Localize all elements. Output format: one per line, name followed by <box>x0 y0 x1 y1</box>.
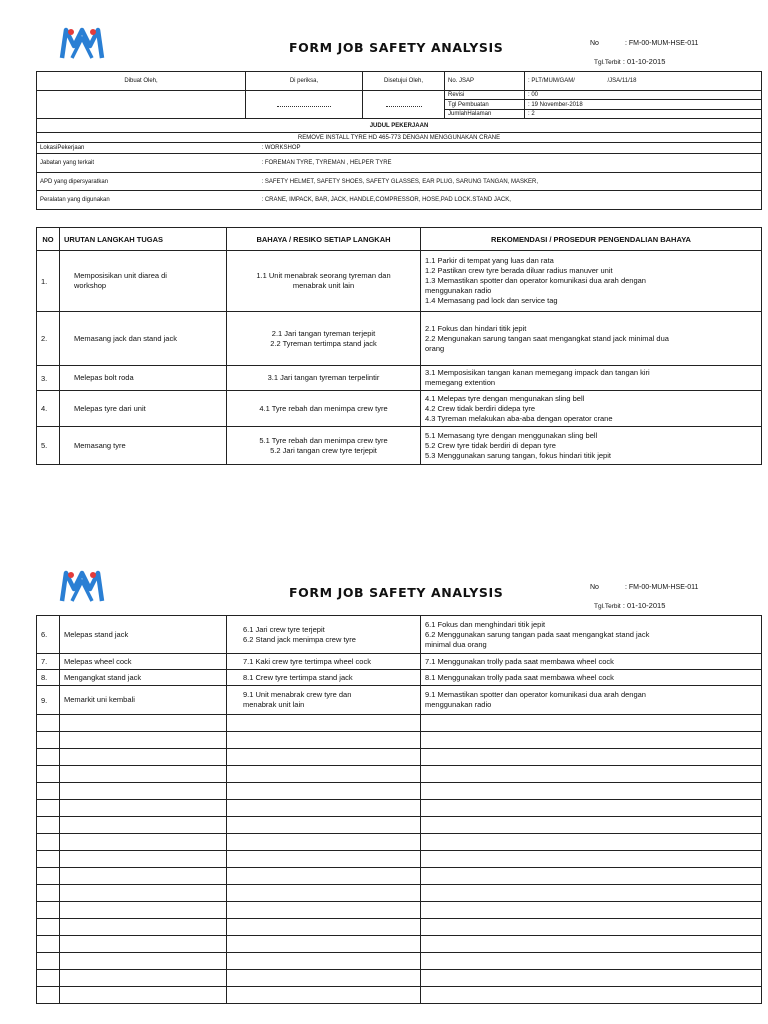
jsa-step-row <box>37 312 762 366</box>
step-description-line: Memarkit uni kembali <box>64 695 135 704</box>
empty-cell <box>227 732 421 749</box>
empty-cell <box>60 749 227 766</box>
empty-row <box>37 919 762 936</box>
empty-cell <box>227 936 421 953</box>
equipment-value: : CRANE, IMPACK, BAR, JACK, HANDLE,COMPRESSOR, HOSE,PAD LOCK.STAND JACK, <box>363 191 762 210</box>
empty-cell <box>60 885 227 902</box>
step-hazard <box>227 366 421 391</box>
empty-cell <box>227 868 421 885</box>
step-recommendation-line: 7.1 Menggunakan trolly pada saat membawa wheel cock <box>425 656 614 666</box>
empty-cell <box>227 834 421 851</box>
job-title-label: JUDUL PEKERJAAN <box>37 119 762 133</box>
step-hazard-line: 9.1 Unit menabrak crew tyre dan <box>243 690 352 699</box>
created-date-label: Tgl Pembuatan <box>445 100 525 110</box>
empty-cell <box>227 919 421 936</box>
step-number: 2. <box>37 312 60 366</box>
step-hazard-line: 5.2 Jari tangan crew tyre terjepit <box>270 445 377 455</box>
jsa-step-row <box>37 391 762 427</box>
empty-cell <box>421 715 762 732</box>
form-number-label: No <box>590 584 599 591</box>
empty-cell <box>227 851 421 868</box>
step-recommendation-line: orang <box>425 343 445 353</box>
step-description-line: Memposisikan unit diarea di <box>74 271 167 280</box>
step-number: 4. <box>37 391 60 427</box>
ppe-value: : SAFETY HELMET, SAFETY SHOES, SAFETY GLASSES, EAR PLUG, SARUNG TANGAN, MASKER, <box>363 173 762 191</box>
empty-cell <box>37 868 60 885</box>
empty-cell <box>37 851 60 868</box>
empty-row <box>37 749 762 766</box>
step-description-line: Mengangkat stand jack <box>64 672 142 682</box>
jsap-value: : PLT/MUM/GAM/ <box>525 72 605 91</box>
equipment-label: Peralatan yang digunakan <box>37 191 363 210</box>
step-description <box>60 366 227 391</box>
form-number-value: : FM-00-MUM-HSE-011 <box>625 40 699 47</box>
step-recommendation <box>421 654 762 670</box>
step-recommendation-line: 4.1 Melepas tyre dengan mengunakan sling bell <box>425 393 585 403</box>
empty-cell <box>37 715 60 732</box>
empty-cell <box>60 800 227 817</box>
page-count-value: : 2 <box>525 110 762 119</box>
location-label: LokasiPekerjaan <box>37 143 363 154</box>
step-recommendation-line: 5.1 Memasang tyre dengan menggunakan sling bell <box>425 430 598 440</box>
step-hazard <box>227 427 421 465</box>
step-hazard <box>227 616 421 654</box>
empty-cell <box>227 817 421 834</box>
empty-cell <box>421 732 762 749</box>
step-number: 6. <box>37 616 60 654</box>
step-description-line: workshop <box>74 281 107 290</box>
form-number-value: : FM-00-MUM-HSE-011 <box>625 584 699 591</box>
step-hazard-line: 6.2 Stand jack menimpa crew tyre <box>243 634 356 644</box>
empty-cell <box>37 834 60 851</box>
col-recommendation-header: REKOMENDASI / PROSEDUR PENGENDALIAN BAHAYA <box>421 228 762 251</box>
checked-by-signature <box>246 91 363 119</box>
issue-date-value: : 01-10-2015 <box>622 57 666 66</box>
issue-date <box>594 57 665 66</box>
empty-row <box>37 970 762 987</box>
step-recommendation <box>421 427 762 465</box>
empty-cell <box>227 766 421 783</box>
empty-row <box>37 732 762 749</box>
issue-date-label: Tgl.Terbit <box>594 603 621 610</box>
step-recommendation-line: memegang extention <box>425 378 496 387</box>
issue-date-label: Tgl.Terbit <box>594 59 621 66</box>
empty-cell <box>37 783 60 800</box>
jsa-step-row <box>37 251 762 312</box>
step-description <box>60 251 227 312</box>
jsa-step-row <box>37 670 762 686</box>
step-number: 7. <box>37 654 60 670</box>
step-description-line: Melepas bolt roda <box>74 373 134 382</box>
step-recommendation <box>421 686 762 715</box>
step-recommendation-line: 1.2 Pastikan crew tyre berada diluar radius manuver unit <box>425 266 613 275</box>
col-no-header: NO <box>37 228 60 251</box>
step-recommendation-line: 1.3 Memastikan spotter dan operator komunikasi dua arah dengan <box>425 276 646 285</box>
empty-cell <box>60 766 227 783</box>
empty-cell <box>421 783 762 800</box>
step-recommendation-line: menggunakan radio <box>425 700 492 709</box>
step-description <box>60 312 227 366</box>
form-number-label: No <box>590 40 599 47</box>
empty-cell <box>227 800 421 817</box>
empty-cell <box>421 987 762 1004</box>
empty-row <box>37 953 762 970</box>
empty-cell <box>421 953 762 970</box>
step-hazard-line: 2.2 Tyreman tertimpa stand jack <box>270 338 377 348</box>
empty-row <box>37 817 762 834</box>
empty-cell <box>60 970 227 987</box>
empty-cell <box>60 919 227 936</box>
empty-row <box>37 800 762 817</box>
step-recommendation-line: 1.4 Memasang pad lock dan service tag <box>425 296 558 305</box>
empty-cell <box>421 817 762 834</box>
prepared-by-signature <box>37 91 246 119</box>
step-hazard <box>227 654 421 670</box>
job-title-value: REMOVE INSTALL TYRE HD 465-773 DENGAN MENGGUNAKAN CRANE <box>37 133 762 143</box>
empty-cell <box>37 732 60 749</box>
empty-cell <box>421 936 762 953</box>
empty-cell <box>227 715 421 732</box>
empty-row <box>37 715 762 732</box>
empty-cell <box>227 885 421 902</box>
step-recommendation-line: 6.2 Menggunakan sarung tangan pada saat mengangkat stand jack <box>425 629 650 639</box>
step-recommendation <box>421 251 762 312</box>
step-recommendation-line: 4.2 Crew tidak berdiri didepa tyre <box>425 403 536 413</box>
page-title-page2: FORM JOB SAFETY ANALYSIS <box>289 585 504 600</box>
step-description-line: Memasang tyre <box>74 440 126 450</box>
empty-row <box>37 868 762 885</box>
step-hazard-line: 7.1 Kaki crew tyre tertimpa wheel cock <box>243 656 371 666</box>
step-number: 1. <box>37 251 60 312</box>
empty-cell <box>60 953 227 970</box>
col-hazard-header: BAHAYA / RESIKO SETIAP LANGKAH <box>227 228 421 251</box>
empty-cell <box>37 987 60 1004</box>
step-description <box>60 427 227 465</box>
step-hazard-line: 4.1 Tyre rebah dan menimpa crew tyre <box>259 403 388 413</box>
step-hazard <box>227 391 421 427</box>
empty-cell <box>37 953 60 970</box>
empty-row <box>37 766 762 783</box>
step-hazard-line: 3.1 Jari tangan tyreman terpelintir <box>267 373 380 382</box>
col-step-header: URUTAN LANGKAH TUGAS <box>60 228 227 251</box>
step-recommendation-line: 5.3 Menggunakan sarung tangan, fokus hindari titik jepit <box>425 450 611 460</box>
related-positions-value: : FOREMAN TYRE, TYREMAN , HELPER TYRE <box>363 154 762 173</box>
empty-row <box>37 885 762 902</box>
empty-cell <box>421 800 762 817</box>
related-positions-label: Jabatan yang terkait <box>37 154 363 173</box>
empty-cell <box>60 834 227 851</box>
empty-cell <box>37 749 60 766</box>
jsa-step-row <box>37 427 762 465</box>
step-recommendation-line: 5.2 Crew tyre tidak berdiri di depan tyre <box>425 440 556 450</box>
step-recommendation <box>421 312 762 366</box>
step-hazard-line: menabrak unit lain <box>243 700 305 709</box>
step-description-line: Melepas tyre dari unit <box>74 403 146 413</box>
jsap-label: No. JSAP <box>445 72 525 91</box>
form-number-page2 <box>590 584 699 591</box>
step-recommendation <box>421 366 762 391</box>
empty-cell <box>227 902 421 919</box>
step-hazard-line: 5.1 Tyre rebah dan menimpa crew tyre <box>259 435 388 445</box>
empty-cell <box>37 902 60 919</box>
empty-cell <box>60 902 227 919</box>
step-hazard <box>227 686 421 715</box>
empty-cell <box>60 868 227 885</box>
revision-value: : 00 <box>525 91 762 100</box>
empty-cell <box>37 817 60 834</box>
step-recommendation-line: 8.1 Menggunakan trolly pada saat membawa wheel cock <box>425 672 614 682</box>
empty-cell <box>37 970 60 987</box>
step-recommendation-line: 6.1 Fokus dan menghindari titik jepit <box>425 619 546 629</box>
empty-cell <box>60 783 227 800</box>
empty-cell <box>421 919 762 936</box>
step-recommendation-line: 3.1 Memposisikan tangan kanan memegang impack dan tangan kiri <box>425 368 650 377</box>
jsa-steps-table-page1 <box>36 227 762 465</box>
step-number: 9. <box>37 686 60 715</box>
issue-date-value: : 01-10-2015 <box>622 601 666 610</box>
empty-row <box>37 834 762 851</box>
empty-cell <box>227 749 421 766</box>
step-recommendation-line: minimal dua orang <box>425 639 487 649</box>
step-description <box>60 686 227 715</box>
step-hazard <box>227 251 421 312</box>
step-description-line: Melepas stand jack <box>64 629 129 639</box>
empty-cell <box>421 766 762 783</box>
empty-cell <box>37 766 60 783</box>
empty-cell <box>421 868 762 885</box>
step-description <box>60 654 227 670</box>
issue-date-page2 <box>594 601 665 610</box>
step-recommendation-line: 2.1 Fokus dan hindari titik jepit <box>425 323 527 333</box>
jsa-step-row <box>37 366 762 391</box>
step-hazard-line: 1.1 Unit menabrak seorang tyreman dan <box>256 271 391 280</box>
jsa-step-row <box>37 616 762 654</box>
empty-cell <box>227 783 421 800</box>
step-recommendation-line: 9.1 Memastikan spotter dan operator komunikasi dua arah dengan <box>425 690 646 699</box>
step-recommendation-line: 2.2 Mengunakan sarung tangan saat mengangkat stand jack minimal dua <box>425 333 669 343</box>
checked-by-label: Di periksa, <box>246 72 363 91</box>
empty-cell <box>227 953 421 970</box>
page-count-label: JumlahHalaman <box>445 110 525 119</box>
jsap-extra: /JSA/11/18 <box>605 72 762 91</box>
step-number: 8. <box>37 670 60 686</box>
created-date-value: : 19 November-2018 <box>525 100 762 110</box>
empty-cell <box>60 715 227 732</box>
step-recommendation <box>421 391 762 427</box>
step-description <box>60 670 227 686</box>
approved-by-signature <box>363 91 445 119</box>
company-logo <box>58 24 106 64</box>
empty-cell <box>60 817 227 834</box>
empty-cell <box>60 987 227 1004</box>
empty-cell <box>60 851 227 868</box>
approved-by-label: Disetujui Oleh, <box>363 72 445 91</box>
step-recommendation <box>421 670 762 686</box>
empty-cell <box>227 970 421 987</box>
empty-row <box>37 987 762 1004</box>
step-hazard <box>227 670 421 686</box>
step-hazard-line: 8.1 Crew tyre tertimpa stand jack <box>243 672 353 682</box>
ppe-label: APD yang dipersyaratkan <box>37 173 363 191</box>
empty-cell <box>60 732 227 749</box>
empty-cell <box>60 936 227 953</box>
step-number: 5. <box>37 427 60 465</box>
step-recommendation <box>421 616 762 654</box>
step-number: 3. <box>37 366 60 391</box>
step-recommendation-line: menggunakan radio <box>425 286 492 295</box>
empty-cell <box>421 851 762 868</box>
empty-row <box>37 851 762 868</box>
step-description <box>60 391 227 427</box>
jsa-steps-table-page2 <box>36 615 762 1004</box>
empty-cell <box>421 834 762 851</box>
empty-cell <box>421 902 762 919</box>
form-number <box>590 40 699 47</box>
company-logo-page2 <box>58 567 106 607</box>
step-recommendation-line: 1.1 Parkir di tempat yang luas dan rata <box>425 256 554 265</box>
step-recommendation-line: 4.3 Tyreman melakukan aba-aba dengan operator crane <box>425 413 613 423</box>
empty-cell <box>421 885 762 902</box>
jsa-step-row <box>37 654 762 670</box>
step-hazard <box>227 312 421 366</box>
empty-cell <box>37 800 60 817</box>
step-hazard-line: menabrak unit lain <box>292 281 355 290</box>
empty-cell <box>37 919 60 936</box>
step-hazard-line: 6.1 Jari crew tyre terjepit <box>243 624 325 634</box>
empty-row <box>37 902 762 919</box>
empty-cell <box>421 970 762 987</box>
step-hazard-line: 2.1 Jari tangan tyreman terjepit <box>271 328 376 338</box>
empty-row <box>37 783 762 800</box>
page-title: FORM JOB SAFETY ANALYSIS <box>289 40 504 55</box>
empty-cell <box>227 987 421 1004</box>
empty-row <box>37 936 762 953</box>
jsa-step-row <box>37 686 762 715</box>
step-description-line: Memasang jack dan stand jack <box>74 333 177 343</box>
document-header-table <box>36 71 762 210</box>
revision-label: Revisi <box>445 91 525 100</box>
empty-cell <box>37 885 60 902</box>
step-description <box>60 616 227 654</box>
step-description-line: Melepas wheel cock <box>64 656 132 666</box>
empty-cell <box>37 936 60 953</box>
empty-cell <box>421 749 762 766</box>
location-value: : WORKSHOP <box>363 143 762 154</box>
prepared-by-label: Dibuat Oleh, <box>37 72 246 91</box>
